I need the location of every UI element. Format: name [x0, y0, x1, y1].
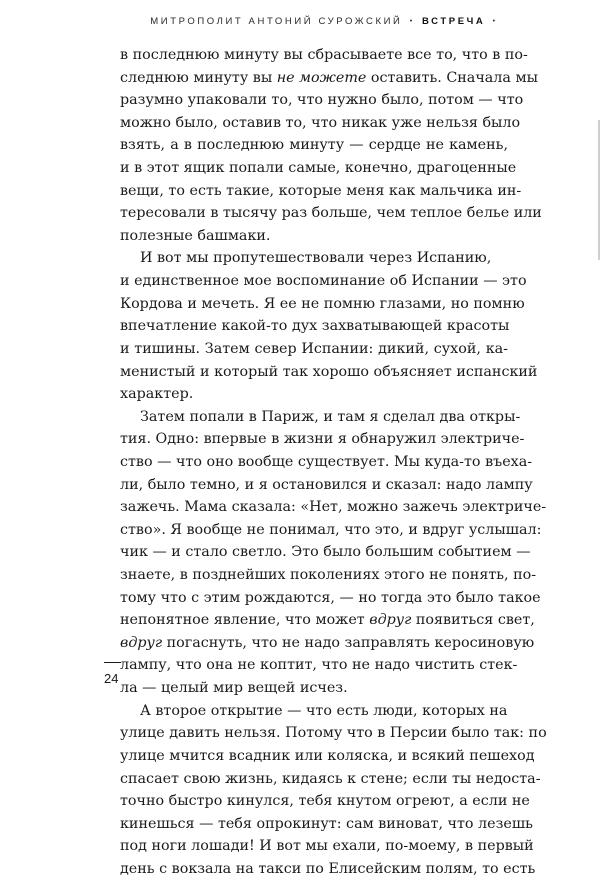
text-run: зажечь. Мама сказала: «Нет, можно зажечь электриче-: [120, 499, 547, 516]
text-run: И вот мы пропутешествовали через Испанию,: [140, 250, 492, 267]
text-line: [120, 134, 508, 157]
text-run: погаснуть, что не надо заправлять керосиновую: [162, 634, 535, 651]
text-run: взять, а в последнюю минуту — сердце не камень,: [120, 137, 508, 154]
text-line: [120, 44, 528, 67]
page-number: 24: [104, 671, 119, 686]
text-run: и тишины. Затем север Испании: дикий, сухой, ка-: [120, 340, 508, 357]
text-run: менистый и который так хорошо объясняет испанский: [120, 363, 538, 380]
text-run: знаете, в позднейших поколениях этого не понять, по-: [120, 567, 537, 584]
emphasis-run: вдруг: [369, 612, 412, 629]
text-line: [120, 609, 535, 632]
text-run: ство — что оно вообще существует. Мы куда-то въеха-: [120, 453, 533, 470]
text-run: под ноги лошади! И вот мы ехали, по-моему, в первый: [120, 838, 534, 855]
text-line: [120, 654, 518, 677]
text-line: [120, 89, 524, 112]
text-run: кинешься — тебя опрокинут: сам виноват, что лезешь: [120, 815, 533, 832]
text-line: [120, 67, 538, 90]
text-line: [120, 451, 533, 474]
text-run: ли, было темно, и я остановился и сказал: надо лампу: [120, 476, 533, 493]
text-line: [120, 293, 525, 316]
text-line: [120, 813, 533, 836]
text-line: [120, 768, 541, 791]
text-line: [120, 383, 508, 406]
text-line: [120, 406, 521, 429]
text-run: чик — и стало светло. Это было большим событием —: [120, 544, 531, 561]
text-line: [120, 541, 531, 564]
text-line: [120, 519, 542, 542]
text-line: [120, 270, 527, 293]
text-run: ство». Я вообще не понимал, что это, и вдруг услышал:: [120, 521, 542, 538]
text-line: [120, 247, 508, 270]
text-run: появиться свет,: [411, 612, 535, 629]
header-author: МИТРОПОЛИТ АНТОНИЙ СУРОЖСКИЙ: [150, 16, 403, 27]
text-line: [120, 564, 537, 587]
text-line: [120, 180, 522, 203]
text-run: тия. Одно: впервые в жизни я обнаружил электриче-: [120, 431, 525, 448]
header-separator-trailing: •: [492, 18, 498, 25]
text-line: [120, 790, 530, 813]
running-header: [145, 16, 505, 27]
text-run: точно быстро кинулся, тебя кнутом огреют, а если не: [120, 793, 530, 810]
header-book-title: ВСТРЕЧА: [422, 16, 486, 27]
text-run: Затем попали в Париж, и там я сделал два откры-: [140, 408, 521, 425]
text-run: тому что с этим рождаются, — но тогда это было такое: [120, 589, 541, 606]
text-line: [120, 361, 538, 384]
text-run: лампу, что она не коптит, что не надо чистить стек-: [120, 657, 518, 674]
text-line: [120, 700, 508, 723]
text-line: [120, 587, 541, 610]
text-line: [120, 338, 508, 361]
body-text: [120, 44, 547, 881]
text-line: [120, 202, 542, 225]
text-run: день с вокзала на такси по Елисейским полям, то есть: [120, 860, 536, 877]
text-line: [120, 428, 525, 451]
text-run: Кордова и мечеть. Я ее не помню глазами, но помню: [120, 295, 525, 312]
text-run: непонятное явление, что может: [120, 612, 370, 629]
text-run: в последнюю минуту вы сбрасываете все то, что в по-: [120, 47, 528, 63]
text-line: [120, 722, 547, 745]
text-run: улице давить нельзя. Потому что в Персии было так: по: [120, 725, 547, 742]
text-run: разумно упаковали то, что нужно было, потом — что: [120, 92, 524, 109]
text-line: [120, 677, 508, 700]
text-line: [120, 474, 533, 497]
emphasis-run: не можете: [276, 69, 367, 86]
text-run: ла — целый мир вещей исчез.: [120, 680, 348, 697]
text-line: [120, 315, 508, 338]
text-run: вещи, то есть такие, которые меня как мальчика ин-: [120, 182, 522, 199]
text-run: впечатление какой-то дух захватывающей красоты: [120, 318, 510, 335]
text-line: [120, 632, 535, 655]
text-run: спасает свою жизнь, кидаясь к стене; если ты недоста-: [120, 770, 541, 787]
text-run: следнюю минуту вы: [120, 69, 277, 86]
text-run: оставить. Сначала мы: [366, 69, 538, 86]
text-run: улице мчится всадник или коляска, и всякий пешеход: [120, 747, 535, 764]
page-number-rule: [104, 662, 121, 663]
text-run: тересовали в тысячу раз больше, чем теплое белье или: [120, 205, 542, 222]
text-run: можно было, оставив то, что никак уже нельзя было: [120, 114, 521, 131]
emphasis-run: вдруг: [120, 634, 163, 651]
text-line: [120, 496, 547, 519]
text-line: [120, 157, 517, 180]
text-line: [120, 745, 535, 768]
text-run: полезные башмаки.: [120, 227, 271, 244]
text-line: [120, 858, 536, 881]
text-line: [120, 112, 521, 135]
text-run: характер.: [120, 386, 194, 403]
header-separator: •: [409, 18, 415, 25]
text-run: и единственное мое воспоминание об Испании — это: [120, 273, 527, 290]
text-line: [120, 225, 508, 248]
text-run: и в этот ящик попали самые, конечно, драгоценные: [120, 160, 517, 177]
text-line: [120, 835, 534, 858]
text-run: А второе открытие — что есть люди, которых на: [140, 702, 508, 719]
